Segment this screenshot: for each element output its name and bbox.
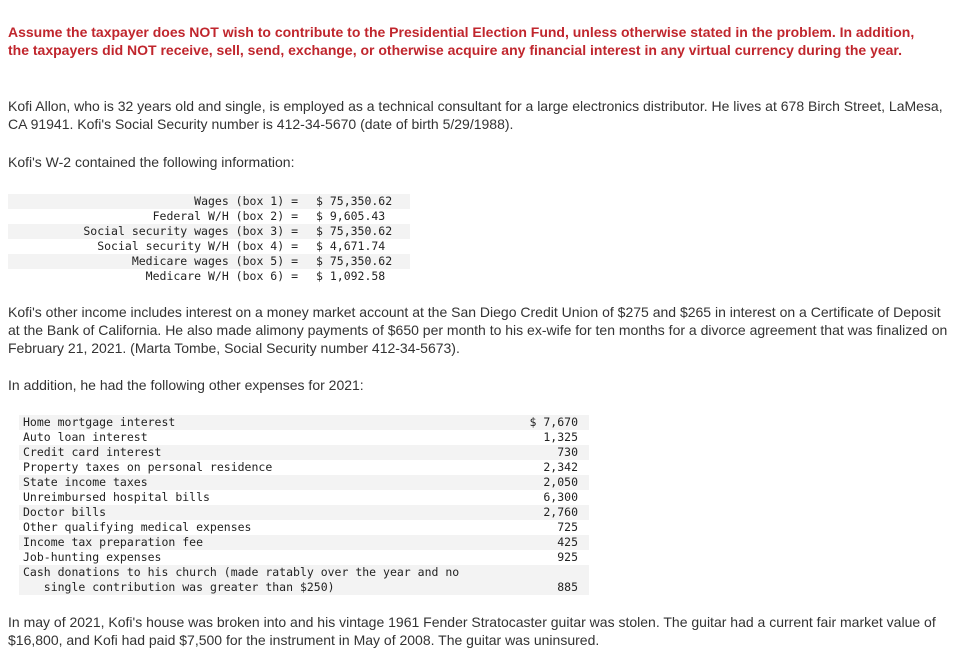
- expense-label: Income tax preparation fee: [23, 535, 204, 549]
- expense-row: [19, 460, 589, 475]
- expense-row: [19, 520, 589, 535]
- expense-label: Property taxes on personal residence: [23, 460, 273, 474]
- w2-label: Medicare wages (box 5) =: [131, 254, 298, 268]
- expenses-intro: In addition, he had the following other expenses for 2021:: [8, 377, 364, 393]
- expense-row: [19, 550, 589, 565]
- expense-value: 6,300: [543, 490, 578, 504]
- expense-label: Credit card interest: [23, 445, 162, 459]
- expense-row: [19, 475, 589, 490]
- expense-row: [19, 430, 589, 445]
- w2-row-ss-wages: [8, 224, 410, 239]
- other-income-paragraph: Kofi's other income includes interest on a money market account at the San Diego Credit Union of $275 and $265 in interest on a Certificate of Deposit at the Bank of California. He also made alimony payments of $650 per month to his ex-wife for ten months for a divorce agreement that was finalized on February 21, 2021. (Marta Tombe, Social Security number 412-34-5673).: [8, 304, 948, 356]
- expense-value: 2,050: [543, 475, 578, 489]
- expense-row: [19, 445, 589, 460]
- expense-value: 425: [557, 535, 578, 549]
- expense-row: [19, 535, 589, 550]
- w2-value: $ 75,350.62: [316, 224, 393, 238]
- expense-value: 885: [557, 580, 578, 594]
- w2-value: $ 1,092.58: [316, 269, 386, 283]
- w2-value: $ 75,350.62: [316, 254, 393, 268]
- expense-row: [19, 505, 589, 520]
- expense-value: 1,325: [543, 430, 578, 444]
- expenses-table: [19, 415, 589, 595]
- w2-label: Federal W/H (box 2) =: [152, 209, 298, 223]
- w2-label: Medicare W/H (box 6) =: [145, 269, 298, 283]
- expense-label: Job-hunting expenses: [23, 550, 162, 564]
- w2-value: $ 4,671.74: [316, 239, 386, 253]
- w2-label: Social security W/H (box 4) =: [97, 239, 298, 253]
- w2-value: $ 75,350.62: [316, 194, 393, 208]
- expense-row: [19, 565, 589, 595]
- expense-value: 925: [557, 550, 578, 564]
- w2-intro: Kofi's W-2 contained the following information:: [8, 154, 295, 170]
- expense-label: Doctor bills: [23, 505, 107, 519]
- expense-row: [19, 415, 589, 430]
- expense-label: Cash donations to his church (made ratably over the year and no single contribution was greater than $250): [23, 565, 460, 594]
- w2-table: [8, 194, 410, 284]
- instructions-notice: Assume the taxpayer does NOT wish to contribute to the Presidential Election Fund, unless otherwise stated in the problem. In addition, the taxpayers did NOT receive, sell, send, exchange, or otherwise acquire any financial interest in any virtual currency during the year.: [8, 24, 915, 58]
- w2-row-medicare-wages: [8, 254, 410, 269]
- w2-label: Social security wages (box 3) =: [83, 224, 298, 238]
- expense-label: Home mortgage interest: [23, 415, 176, 429]
- theft-paragraph: In may of 2021, Kofi's house was broken into and his vintage 1961 Fender Stratocaster guitar was stolen. The guitar had a current fair market value of $16,800, and Kofi had paid $7,500 for the instrument in May of 2008. The guitar was uninsured.: [8, 614, 936, 648]
- w2-row-wages: [8, 194, 410, 209]
- expense-value: $ 7,670: [529, 415, 578, 429]
- w2-label: Wages (box 1) =: [194, 194, 298, 208]
- w2-row-ss-wh: [8, 239, 410, 254]
- expense-value: 725: [557, 520, 578, 534]
- expense-value: 2,342: [543, 460, 578, 474]
- expense-label: Other qualifying medical expenses: [23, 520, 252, 534]
- w2-value: $ 9,605.43: [316, 209, 386, 223]
- expense-label: Auto loan interest: [23, 430, 148, 444]
- expense-row: [19, 490, 589, 505]
- expense-value: 2,760: [543, 505, 578, 519]
- taxpayer-intro: Kofi Allon, who is 32 years old and single, is employed as a technical consultant for a large electronics distributor. He lives at 678 Birch Street, LaMesa, CA 91941. Kofi's Social Security number is 412-34-5670 (date of birth 5/29/1988).: [8, 98, 943, 132]
- expense-label: Unreimbursed hospital bills: [23, 490, 210, 504]
- expense-label: State income taxes: [23, 475, 148, 489]
- expense-value: 730: [557, 445, 578, 459]
- w2-row-medicare-wh: [8, 269, 410, 284]
- w2-row-federal-wh: [8, 209, 410, 224]
